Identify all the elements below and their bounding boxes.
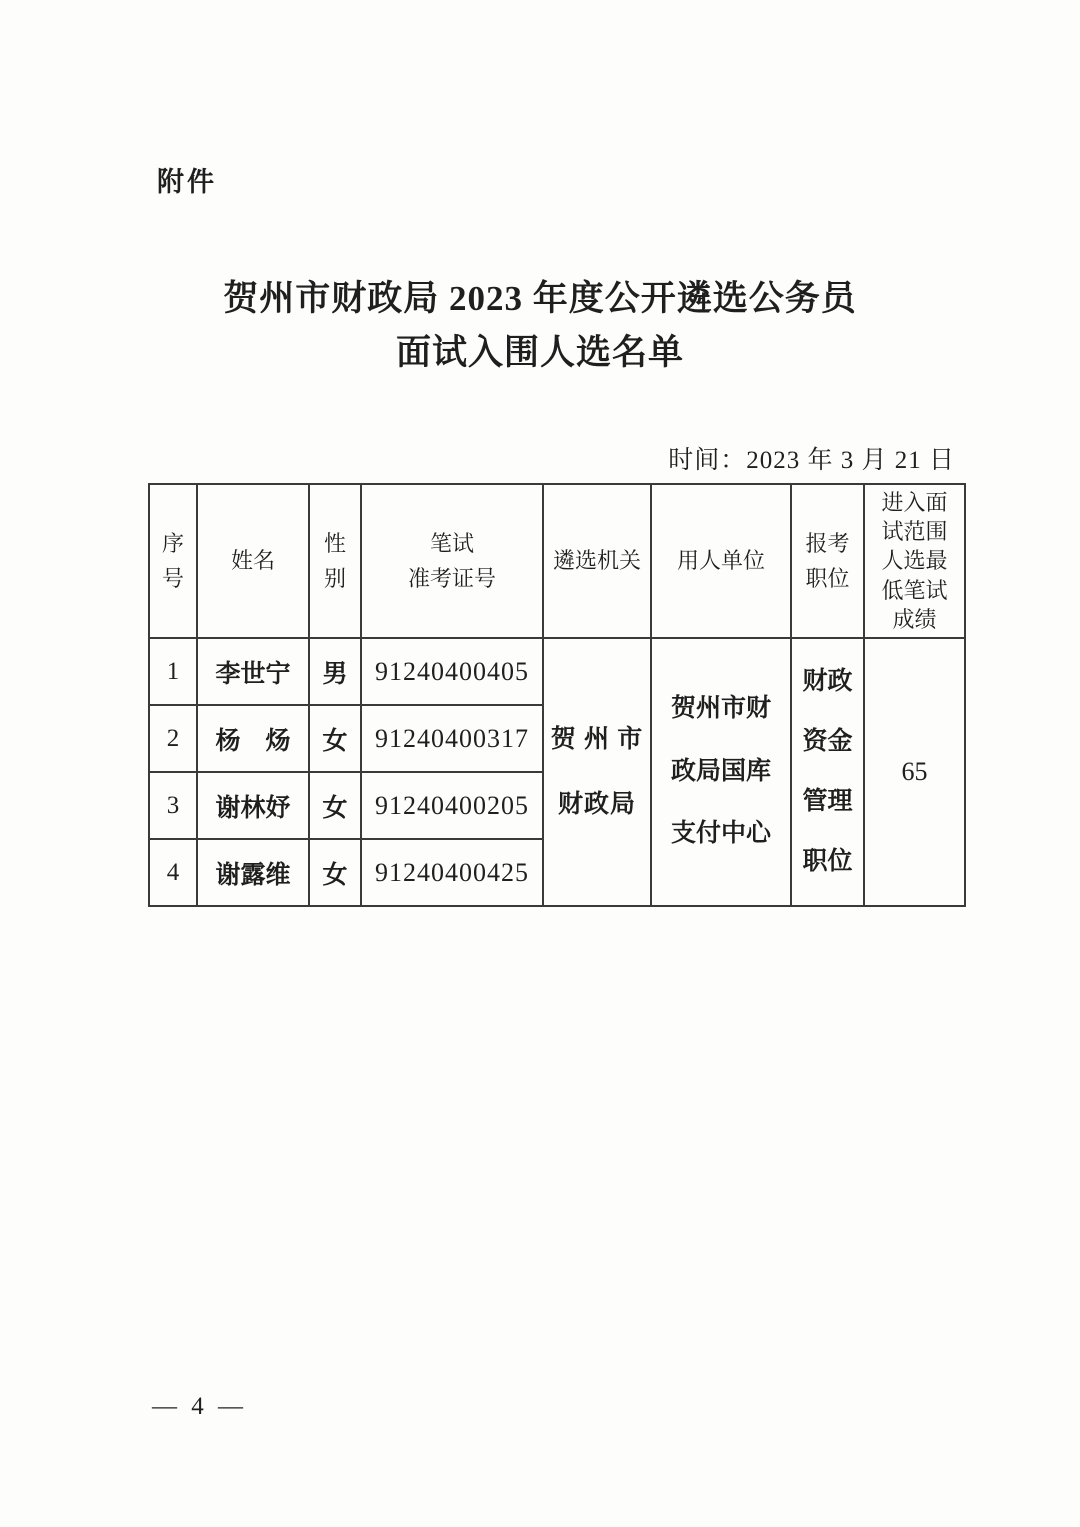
document-title-line1: 贺州市财政局 2023 年度公开遴选公务员 <box>223 279 857 318</box>
header-cell-score: 进入面 试范围 人选最 低笔试 成绩 <box>864 484 965 638</box>
candidate-gender: 女 <box>309 772 361 839</box>
ticket-number: 91240400425 <box>361 839 543 906</box>
candidates-table-container <box>148 483 964 907</box>
attachment-label: 附件 <box>157 167 217 197</box>
candidate-gender: 女 <box>309 705 361 772</box>
header-cell-position: 报考 职位 <box>791 484 864 638</box>
header-cell-employer: 用人单位 <box>651 484 791 638</box>
candidates-table <box>148 483 966 907</box>
document-title <box>0 272 1080 380</box>
row-index: 1 <box>149 638 197 705</box>
header-cell-organ: 遴选机关 <box>543 484 651 638</box>
candidate-name: 李世宁 <box>197 638 309 705</box>
ticket-number: 91240400317 <box>361 705 543 772</box>
row-index: 4 <box>149 839 197 906</box>
candidate-name: 杨 炀 <box>197 705 309 772</box>
page-number: — 4 — <box>152 1393 247 1420</box>
header-cell-no: 序 号 <box>149 484 197 638</box>
min-score-cell: 65 <box>864 638 965 906</box>
candidate-gender: 女 <box>309 839 361 906</box>
employing-unit-cell: 贺州市财 政局国库 支付中心 <box>651 638 791 906</box>
candidate-name: 谢林妤 <box>197 772 309 839</box>
ticket-number: 91240400405 <box>361 638 543 705</box>
position-cell: 财政 资金 管理 职位 <box>791 638 864 906</box>
date-label: 时间：2023 年 3 月 21 日 <box>668 447 955 474</box>
header-cell-name: 姓名 <box>197 484 309 638</box>
row-index: 2 <box>149 705 197 772</box>
ticket-number: 91240400205 <box>361 772 543 839</box>
table-row <box>149 638 965 705</box>
candidate-name: 谢露维 <box>197 839 309 906</box>
header-cell-ticket: 笔试 准考证号 <box>361 484 543 638</box>
header-cell-gender: 性 别 <box>309 484 361 638</box>
row-index: 3 <box>149 772 197 839</box>
candidate-gender: 男 <box>309 638 361 705</box>
document-title-line2: 面试入围人选名单 <box>395 333 684 372</box>
selection-organ-cell: 贺 州 市 财政局 <box>543 638 651 906</box>
table-header-row <box>149 484 965 638</box>
